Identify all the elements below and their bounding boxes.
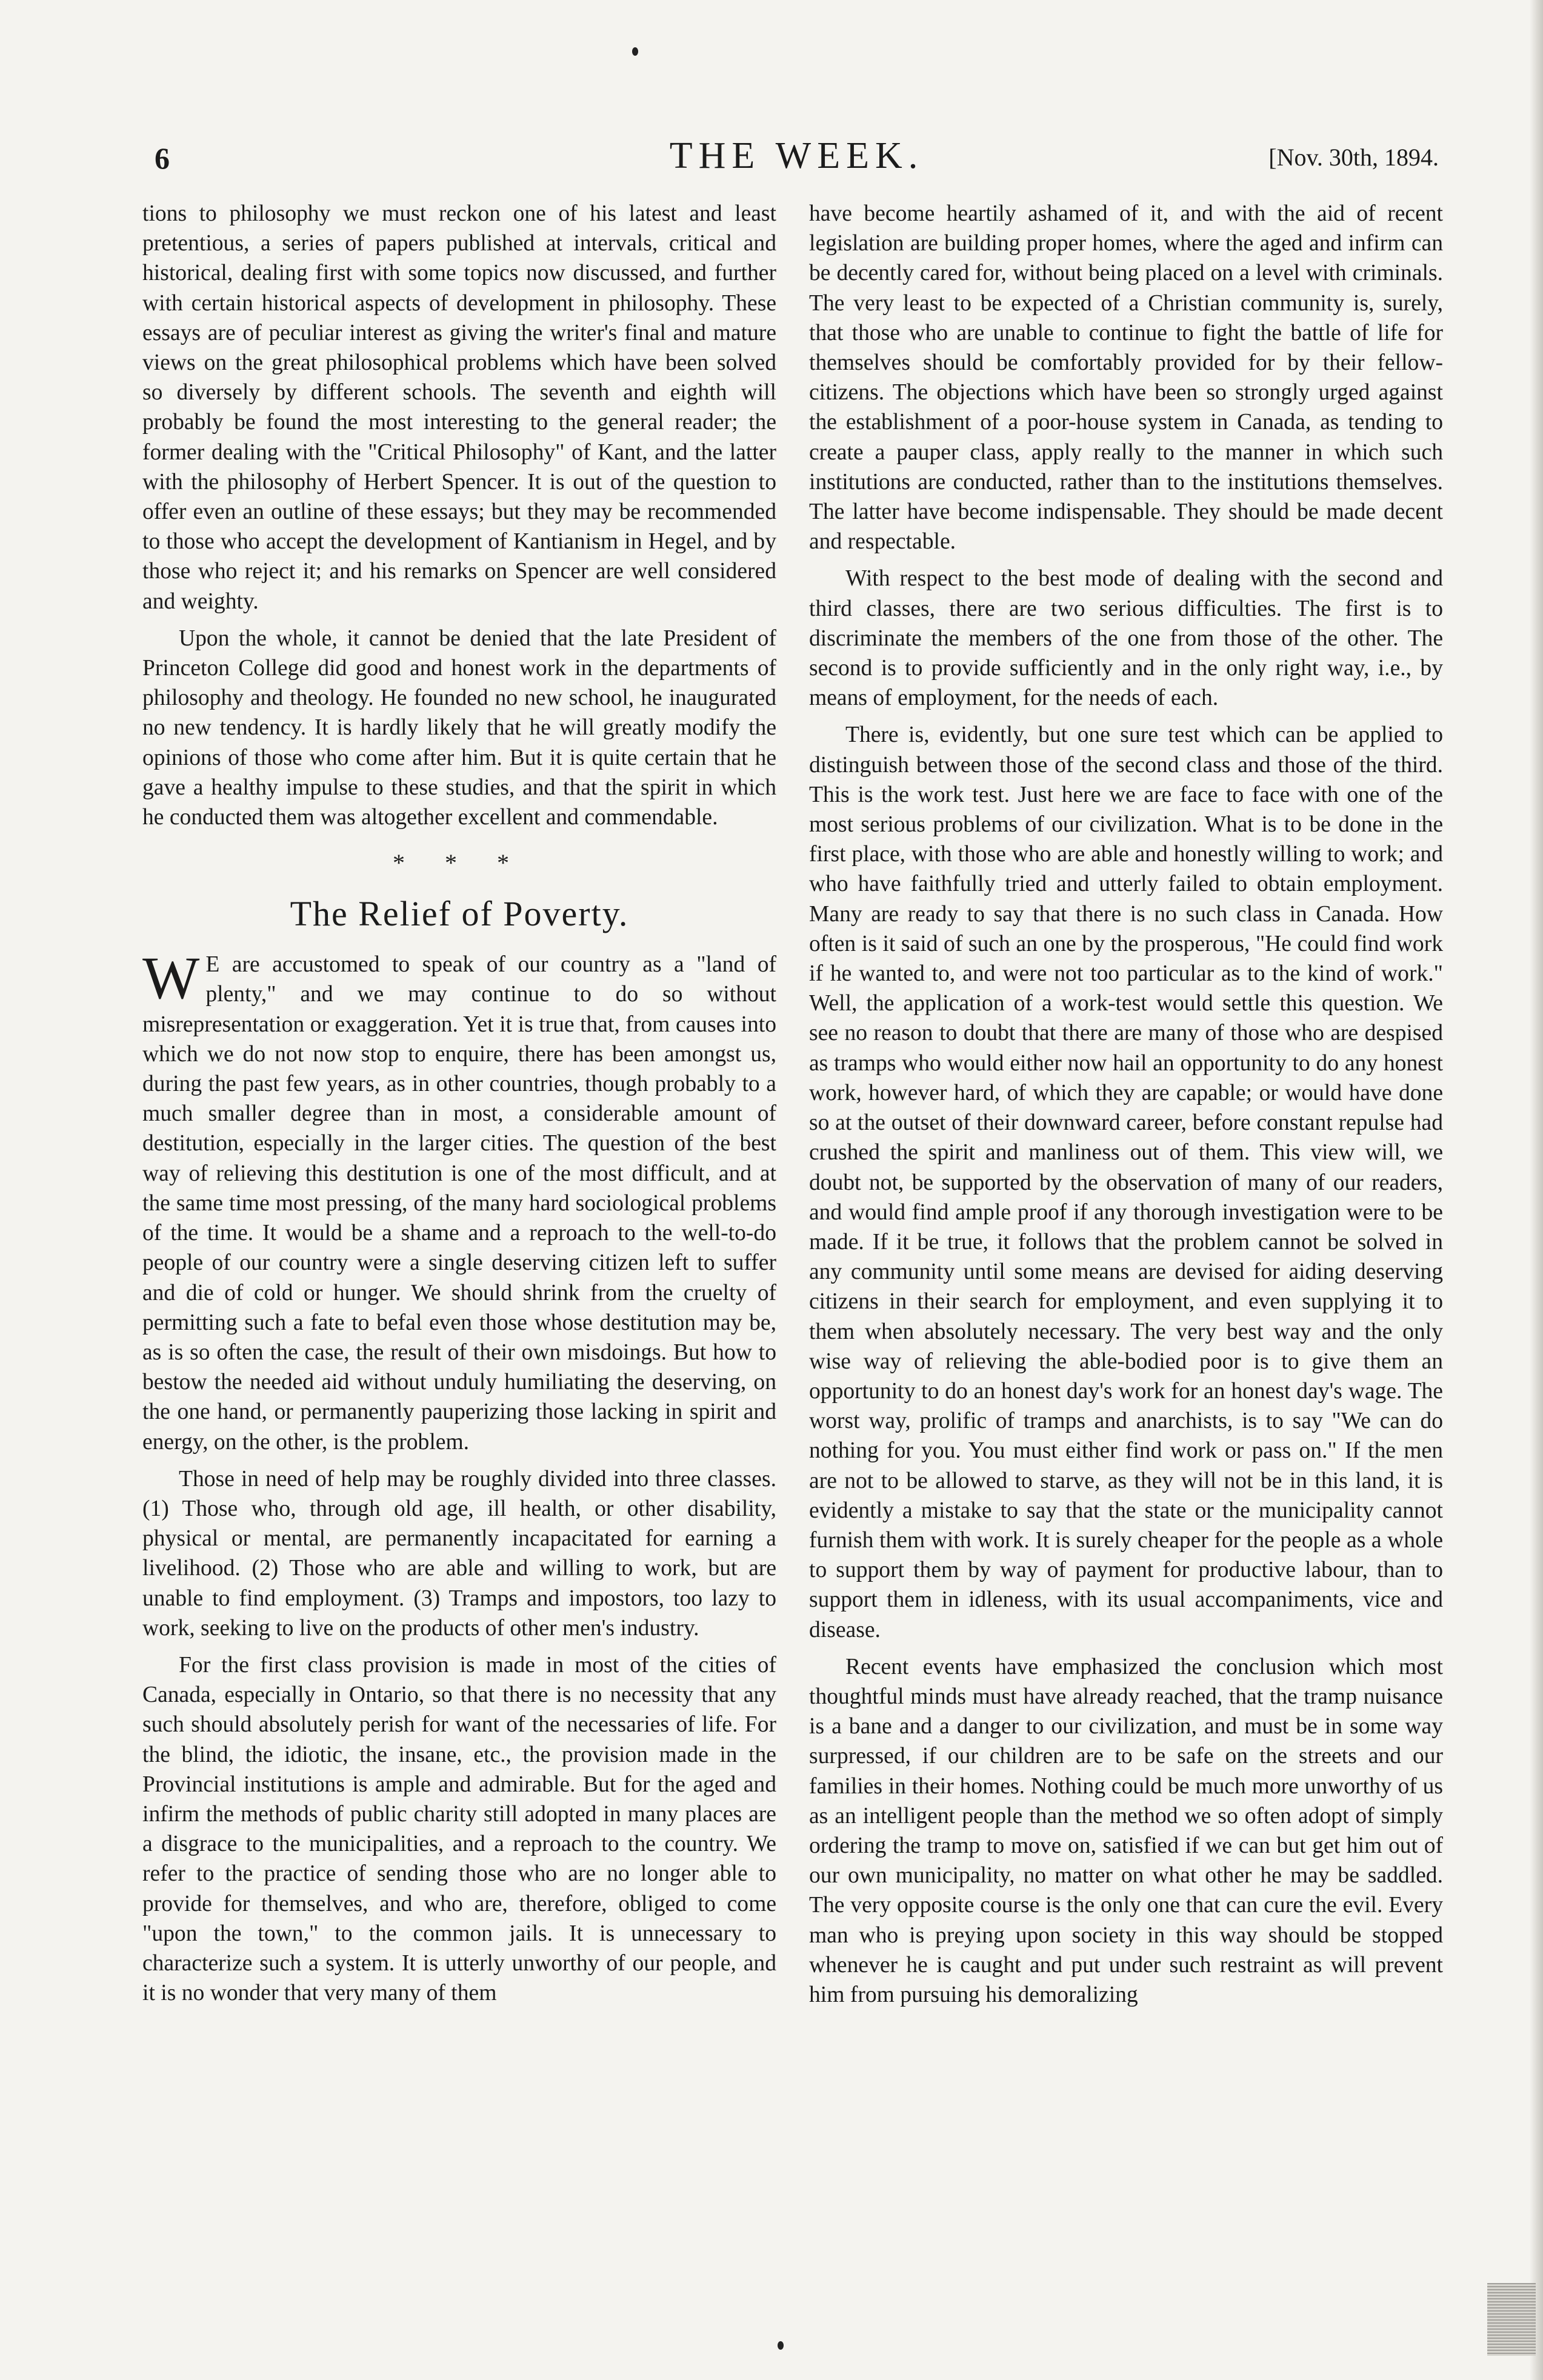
article-paragraph: With respect to the best mode of dealing with the second and third classes, there are two serious difficulties. The first is to discriminate the members of the one from those of the other. The second is to provide sufficiently and in the only right way, i.e., by means of employment, for the needs of each. xyxy=(809,566,1443,711)
issue-date: [Nov. 30th, 1894. xyxy=(1268,144,1439,171)
ink-speck xyxy=(632,47,638,56)
page-edge xyxy=(1530,0,1543,2380)
article-paragraph: For the first class provision is made in most of the cities of Canada, especially in Ontario, so that there is no necessity that any such should absolutely perish for want of the necessaries of life. For the blind, the idiotic, the insane, etc., the provision made in the Provincial institutions is ample and admirable. But for the aged and infirm the methods of public charity still adopted in many places are a disgrace to the municipalities, and a reproach to the country. We refer to the practice of sending those who are no longer able to provide for themselves, and who are, therefore, obliged to come "upon the town," to the common jails. It is unnecessary to characterize such a system. It is utterly unworthy of our people, and it is no wonder that very many of them xyxy=(142,1652,776,2006)
section-separator: * * * xyxy=(393,849,526,877)
article-paragraph: Those in need of help may be roughly divided into three classes. (1) Those who, through old age, ill health, or other disability, physical or mental, are permanently incapacitated for earning a livelihood. (2) Those who are able and willing to work, but are unable to find employment. (3) Tramps and impostors, too lazy to work, seeking to live on the products of other men's industry. xyxy=(142,1466,776,1641)
article-paragraph-text: E are accustomed to speak of our country as a "land of plenty," and we may continue to do so without misrepresentation or exaggeration. Yet it is true that, from causes into which we do not now stop to enquire, there has been amongst us, during the past few years, as in other countries, though probably to a much smaller degree than in most, a considerable amount of destitution, especially in the larger cities. The question of the best way of relieving this destitution is one of the most difficult, and at the same time most pressing, of the many hard sociological problems of the time. It would be a shame and a reproach to the well-to-do people of our country were a single deserving citizen left to suffer and die of cold or hunger. We should shrink from the cruelty of permitting such a fate to befal even those whose destitution may be, as is so often the case, the result of their own misdoings. But how to bestow the needed aid without unduly humiliating the deserving, on the one hand, or permanently pauperizing those lacking in spirit and energy, on the other, is the problem. xyxy=(142,952,776,1455)
article-conclusion-paragraph: Upon the whole, it cannot be denied that the late President of Princeton College did good and honest work in the departments of philosophy and theology. He founded no new school, he inaugurated no new tendency. It is hardly likely that he will greatly modify the opinions of those who come after him. But it is quite certain that he gave a healthy impulse to these studies, and that the spirit in which he conducted them was altogether excellent and commendable. xyxy=(142,625,776,830)
article-continuation-paragraph: tions to philosophy we must reckon one of his latest and least pretentious, a series of papers published at intervals, critical and historical, dealing first with some topics now discussed, and further with certain historical aspects of development in philosophy. These essays are of peculiar interest as giving the writer's final and mature views on the great philosophical problems which have been solved so diversely by different schools. The seventh and eighth will probably be found the most interesting to the general reader; the former dealing with the "Critical Philosophy" of Kant, and the latter with the philosophy of Herbert Spencer. It is out of the question to offer even an outline of these essays; but they may be recommended to those who accept the development of Kantianism in Hegel, and by those who reject it; and his remarks on Spencer are well considered and weighty. xyxy=(142,201,776,614)
right-column xyxy=(809,199,1443,2017)
article-paragraph: There is, evidently, but one sure test which can be applied to distinguish between those of the second class and those of the third. This is the work test. Just here we are face to face with one of the most serious problems of our civilization. What is to be done in the first place, with those who are able and honestly willing to work; and who have faithfully tried and utterly failed to obtain employment. Many are ready to say that there is no such class in Canada. How often is it said of such an one by the prosperous, "He could find work if he wanted to, and were not too particular as to the kind of work." Well, the application of a work-test would settle this question. We see no reason to doubt that there are many of those who are despised as tramps who would either now hail an opportunity to do any honest work, however hard, of which they are capable; or would have done so at the outset of their downward career, before constant repulse had crushed the spirit and manliness out of them. This view will, we doubt not, be supported by the observation of many of our readers, and would find ample proof if any thorough investigation were to be made. If it be true, it follows that the problem cannot be solved in any community until some means are devised for aiding deserving citizens in their search for employment, and even supplying it to them when absolutely necessary. The very best way and the only wise way of relieving the able-bodied poor is to give them an opportunity to do an honest day's work for an honest day's wage. The worst way, prolific of tramps and anarchists, is to say "We can do nothing for you. You must either find work or pass on." If the men are not to be allowed to starve, as they will not be in this land, it is evidently a mistake to say that the state or the municipality cannot furnish them with work. It is surely cheaper for the people as a whole to support them by way of payment for productive labour, than to support them in idleness, with its usual accompaniments, vice and disease. xyxy=(809,722,1443,1642)
article-heading: The Relief of Poverty. xyxy=(290,894,629,934)
scan-edge-mark xyxy=(1487,2283,1536,2356)
masthead-title: THE WEEK. xyxy=(669,135,924,176)
drop-cap: W xyxy=(142,944,200,1012)
left-column xyxy=(142,199,776,2015)
page-number: 6 xyxy=(155,141,170,175)
article-paragraph: have become heartily ashamed of it, and with the aid of recent legislation are building proper homes, where the aged and infirm can be decently cared for, without being placed on a level with criminals. The very least to be expected of a Christian community is, surely, that those who are unable to continue to fight the battle of life for themselves should be comfortably provided for by their fellow-citizens. The objections which have been so strongly urged against the establishment of a poor-house system in Canada, as tending to create a pauper class, apply really to the manner in which such institutions are conducted, rather than to the institutions themselves. The latter have become indispensable. They should be made decent and respectable. xyxy=(809,201,1443,555)
article-paragraph: Recent events have emphasized the conclusion which most thoughtful minds must have already reached, that the tramp nuisance is a bane and a danger to our civilization, and must be in some way surpressed, if our children are to be safe on the streets and our families in their homes. Nothing could be much more unworthy of us as an intelligent people than the method we so often adopt of simply ordering the tramp to move on, satisfied if we can but get him out of our own municipality, no matter on what other he may be saddled. The very opposite course is the only one that can cure the evil. Every man who is preying upon society in this way should be stopped whenever he is caught and put under such restraint as will prevent him from pursuing his demoralizing xyxy=(809,1654,1443,2007)
page-header xyxy=(155,135,1439,183)
ink-speck xyxy=(778,2341,784,2350)
article-paragraph xyxy=(142,944,776,1456)
